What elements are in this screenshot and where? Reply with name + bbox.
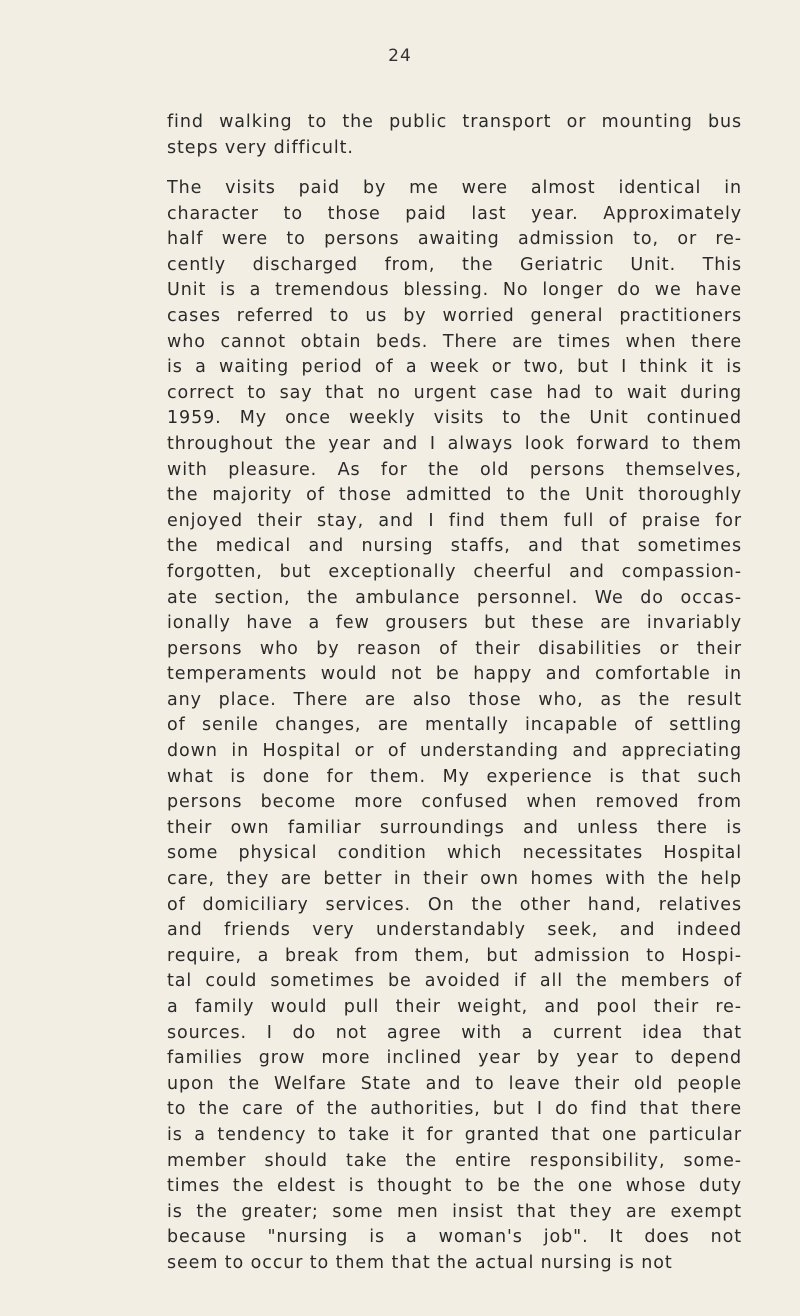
- text-line: throughout the year and I always look forward to them: [167, 433, 742, 454]
- text-line: persons become more confused when removed from: [167, 792, 742, 813]
- text-line: to the care of the authorities, but I do find that there: [167, 1099, 742, 1120]
- text-line: ionally have a few grousers but these are invariably: [167, 613, 742, 634]
- text-line: because "nursing is a woman's job". It does not: [167, 1227, 742, 1248]
- text-line: families grow more inclined year by year to depend: [167, 1048, 742, 1069]
- text-line: of domiciliary services. On the other hand, relatives: [167, 894, 742, 915]
- text-line: Unit is a tremendous blessing. No longer do we have: [167, 280, 742, 301]
- text-line: seem to occur to them that the actual nursing is not: [167, 1252, 673, 1273]
- text-line: any place. There are also those who, as the result: [167, 689, 742, 710]
- text-line: 1959. My once weekly visits to the Unit continued: [167, 408, 742, 429]
- text-line: of senile changes, are mentally incapable of settling: [167, 715, 742, 736]
- text-line: down in Hospital or of understanding and appreciating: [167, 741, 742, 762]
- text-line: steps very difficult.: [167, 137, 354, 158]
- paragraph-2: [167, 176, 742, 1277]
- text-line: The visits paid by me were almost identical in: [167, 178, 742, 198]
- text-line: the medical and nursing staffs, and that sometimes: [167, 536, 742, 557]
- text-line: find walking to the public transport or mounting bus: [167, 112, 742, 132]
- text-line: with pleasure. As for the old persons themselves,: [167, 459, 742, 480]
- text-line: a family would pull their weight, and pool their re-: [167, 997, 742, 1017]
- text-line: sources. I do not agree with a current idea that: [167, 1022, 742, 1043]
- page-number: 24: [388, 46, 412, 66]
- text-line: some physical condition which necessitates Hospital: [167, 843, 742, 864]
- text-line: cases referred to us by worried general practitioners: [167, 305, 742, 326]
- text-line: temperaments would not be happy and comfortable in: [167, 664, 742, 685]
- text-line: enjoyed their stay, and I find them full of praise for: [167, 510, 742, 531]
- text-line: cently discharged from, the Geriatric Unit. This: [167, 254, 742, 275]
- text-line: is the greater; some men insist that they are exempt: [167, 1201, 742, 1222]
- text-line: their own familiar surroundings and unless there is: [167, 817, 742, 838]
- text-line: care, they are better in their own homes with the help: [167, 869, 742, 890]
- text-line: the majority of those admitted to the Unit thoroughly: [167, 485, 742, 506]
- text-line: tal could sometimes be avoided if all the members of: [167, 971, 742, 992]
- text-line: persons who by reason of their disabilities or their: [167, 638, 742, 659]
- text-line: times the eldest is thought to be the one whose duty: [167, 1176, 742, 1197]
- text-line: character to those paid last year. Approximately: [167, 203, 742, 224]
- text-line: half were to persons awaiting admission to, or re-: [167, 229, 742, 250]
- text-line: what is done for them. My experience is that such: [167, 766, 742, 787]
- text-line: require, a break from them, but admission to Hospi-: [167, 945, 742, 966]
- text-line: who cannot obtain beds. There are times when there: [167, 331, 742, 352]
- text-line: member should take the entire responsibility, some-: [167, 1150, 742, 1171]
- text-line: correct to say that no urgent case had to wait during: [167, 382, 742, 403]
- text-line: and friends very understandably seek, and indeed: [167, 920, 742, 941]
- paragraph-1: [167, 110, 742, 161]
- text-line: ate section, the ambulance personnel. We do occas-: [167, 587, 742, 608]
- text-line: upon the Welfare State and to leave their old people: [167, 1073, 742, 1094]
- text-line: is a waiting period of a week or two, but I think it is: [167, 357, 742, 378]
- text-line: is a tendency to take it for granted that one particular: [167, 1124, 742, 1145]
- text-line: forgotten, but exceptionally cheerful and compassion-: [167, 561, 742, 582]
